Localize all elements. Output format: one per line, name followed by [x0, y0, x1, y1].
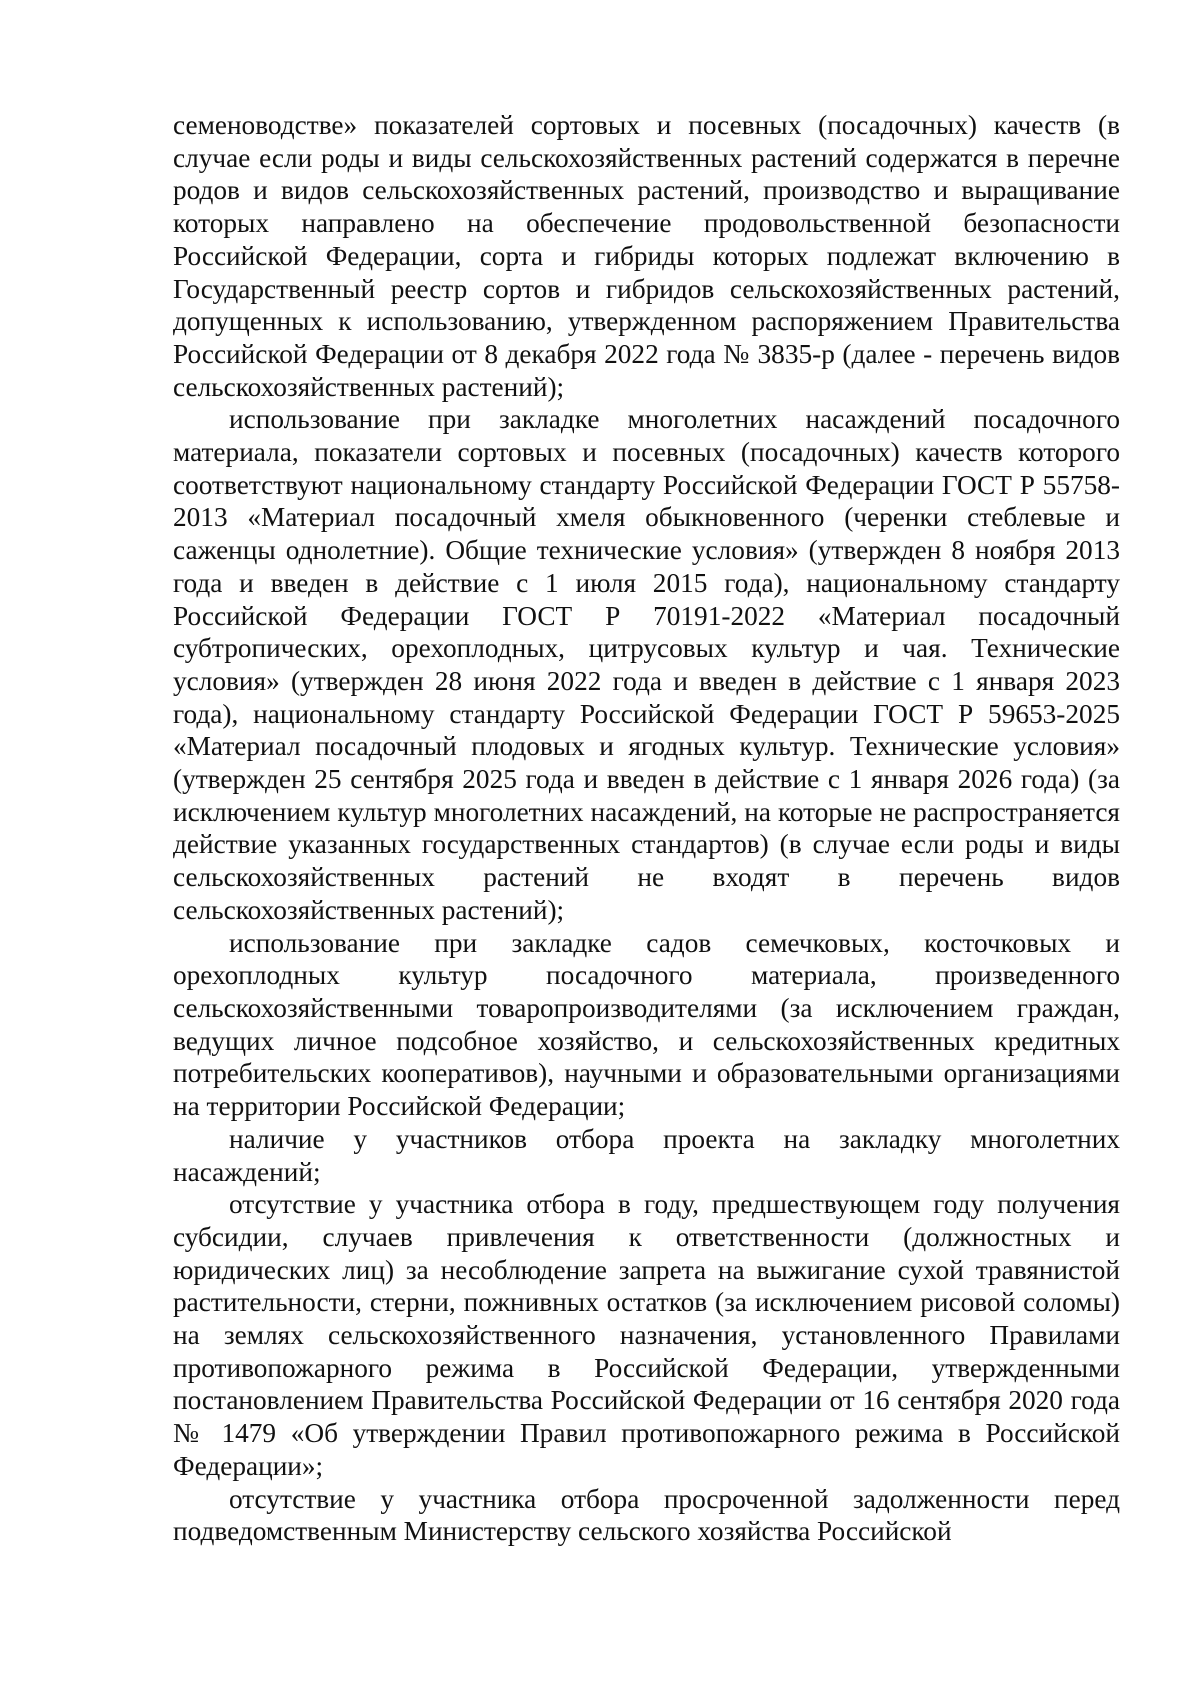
- paragraph-planting-project: наличие у участников отбора проекта на закладку многолетних насаждений;: [173, 1123, 1120, 1187]
- document-page: [173, 109, 1120, 1548]
- paragraph-orchard-planting-material: использование при закладке садов семечковых, косточковых и орехоплодных культур посадочного материала, произведенного сельскохозяйственными товаропроизводителями (за исключением граждан, ведущих личное подсобное хозяйство, и сельскохозяйственных кредитных потребительских кооперативов), научными и образовательными организациями на территории Российской Федерации;: [173, 927, 1120, 1122]
- paragraph-no-overdue-debt: отсутствие у участника отбора просроченной задолженности перед подведомственным Министерству сельского хозяйства Российской: [173, 1483, 1120, 1547]
- paragraph-continuation-seed-quality: семеноводстве» показателей сортовых и посевных (посадочных) качеств (в случае если роды и виды сельскохозяйственных растений содержатся в перечне родов и видов сельскохозяйственных растений, производство и выращивание которых направлено на обеспечение продовольственной безопасности Российской Федерации, сорта и гибриды которых подлежат включению в Государственный реестр сортов и гибридов сельскохозяйственных растений, допущенных к использованию, утвержденном распоряжением Правительства Российской Федерации от 8 декабря 2022 года № 3835-р (далее - перечень видов сельскохозяйственных растений);: [173, 110, 1120, 402]
- paragraph-no-fire-violations: отсутствие у участника отбора в году, предшествующем году получения субсидии, случаев привлечения к ответственности (должностных и юридических лиц) за несоблюдение запрета на выжигание сухой травянистой растительности, стерни, пожнивных остатков (за исключением рисовой соломы) на землях сельскохозяйственного назначения, установленного Правилами противопожарного режима в Российской Федерации, утвержденными постановлением Правительства Российской Федерации от 16 сентября 2020 года № 1479 «Об утверждении Правил противопожарного режима в Российской Федерации»;: [173, 1189, 1120, 1481]
- paragraph-planting-material-standards: использование при закладке многолетних насаждений посадочного материала, показатели сортовых и посевных (посадочных) качеств которого соответствуют национальному стандарту Российской Федерации ГОСТ Р 55758-2013 «Материал посадочный хмеля обыкновенного (черенки стеблевые и саженцы однолетние). Общие технические условия» (утвержден 8 ноября 2013 года и введен в действие с 1 июля 2015 года), национальному стандарту Российской Федерации ГОСТ Р 70191-2022 «Материал посадочный субтропических, орехоплодных, цитрусовых культур и чая. Технические условия» (утвержден 28 июня 2022 года и введен в действие с 1 января 2023 года), национальному стандарту Российской Федерации ГОСТ Р 59653-2025 «Материал посадочный плодовых и ягодных культур. Технические условия» (утвержден 25 сентября 2025 года и введен в действие с 1 января 2026 года) (за исключением культур многолетних насаждений, на которые не распространяется действие указанных государственных стандартов) (в случае если роды и виды сельскохозяйственных растений не входят в перечень видов сельскохозяйственных растений);: [173, 404, 1120, 925]
